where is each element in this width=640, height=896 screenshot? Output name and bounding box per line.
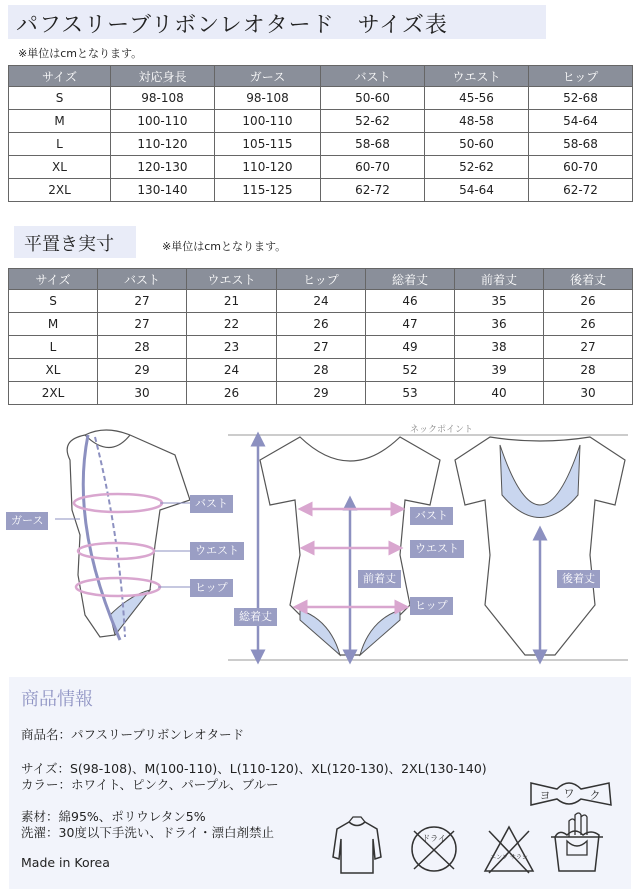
table-cell: 24 — [187, 359, 277, 382]
table-cell: 28 — [98, 336, 187, 359]
table-cell: 21 — [187, 290, 277, 313]
table-row — [9, 336, 633, 359]
table-row — [9, 110, 633, 133]
back-length-label: 後着丈 — [557, 570, 600, 588]
table-cell: 115-125 — [215, 179, 321, 202]
table-cell: 27 — [277, 336, 366, 359]
table-cell: S — [9, 290, 98, 313]
table-cell: 98-108 — [215, 87, 321, 110]
table-cell: 52-62 — [321, 110, 425, 133]
header-cell: ウエスト — [187, 269, 277, 290]
table-cell: 36 — [455, 313, 544, 336]
table-cell: 48-58 — [425, 110, 529, 133]
table-cell: 47 — [366, 313, 455, 336]
table-cell: 98-108 — [111, 87, 215, 110]
table-row — [9, 179, 633, 202]
table-cell: 24 — [277, 290, 366, 313]
neck-point-label: ネックポイント — [410, 425, 474, 435]
table-row — [9, 133, 633, 156]
product-washing: 洗濯：30度以下手洗い、ドライ・漂白剤禁止 — [21, 825, 275, 840]
table-cell: 39 — [455, 359, 544, 382]
table-cell: 29 — [98, 359, 187, 382]
flat-unit-note: ※単位はcmとなります。 — [162, 240, 287, 253]
header-cell: 対応身長 — [111, 66, 215, 87]
page-title: パフスリーブリボンレオタード サイズ表 — [16, 13, 448, 38]
table-cell: 45-56 — [425, 87, 529, 110]
unit-note: ※単位はcmとなります。 — [18, 47, 143, 60]
table-cell: 100-110 — [111, 110, 215, 133]
back-view-leotard — [455, 437, 625, 657]
no-dry-clean-icon — [412, 827, 456, 871]
table-cell: 40 — [455, 382, 544, 405]
size-table — [8, 65, 633, 202]
table-cell: XL — [9, 156, 111, 179]
table-cell: 100-110 — [215, 110, 321, 133]
table-cell: 52-62 — [425, 156, 529, 179]
header-cell: 前着丈 — [455, 269, 544, 290]
table-cell: 110-120 — [111, 133, 215, 156]
product-name: 商品名：パフスリーブリボンレオタード — [21, 727, 245, 742]
product-sizes: サイズ：S(98-108)、M(100-110)、L(110-120)、XL(120-130)、2XL(130-140) — [21, 761, 487, 776]
table-row — [9, 359, 633, 382]
product-material: 素材：綿95%、ポリウレタン5% — [21, 809, 206, 824]
size-table-header — [9, 66, 633, 87]
table-cell: XL — [9, 359, 98, 382]
table-cell: 62-72 — [529, 179, 633, 202]
table-cell: 60-70 — [321, 156, 425, 179]
table-cell: 54-64 — [529, 110, 633, 133]
flat-title: 平置き実寸 — [24, 234, 114, 255]
dry-text: ドライ — [422, 834, 446, 843]
table-cell: 62-72 — [321, 179, 425, 202]
table-cell: 105-115 — [215, 133, 321, 156]
header-cell: 総着丈 — [366, 269, 455, 290]
product-colors: カラー：ホワイト、ピンク、パープル、ブルー — [21, 777, 279, 792]
table-cell: M — [9, 313, 98, 336]
flat-title-bar — [14, 226, 136, 258]
table-cell: 27 — [544, 336, 633, 359]
table-cell: L — [9, 133, 111, 156]
header-cell: サイズ — [9, 66, 111, 87]
shirt-icon — [333, 817, 381, 873]
table-cell: 52-68 — [529, 87, 633, 110]
header-cell: ヒップ — [529, 66, 633, 87]
header-cell: ガース — [215, 66, 321, 87]
table-cell: 130-140 — [111, 179, 215, 202]
table-cell: 58-68 — [529, 133, 633, 156]
side-view-leotard — [55, 430, 190, 640]
table-cell: 23 — [187, 336, 277, 359]
table-cell: 26 — [544, 290, 633, 313]
table-cell: 30 — [98, 382, 187, 405]
table-cell: 28 — [277, 359, 366, 382]
wring-char-3: ク — [589, 790, 601, 802]
table-cell: 26 — [277, 313, 366, 336]
table-cell: 50-60 — [321, 87, 425, 110]
table-cell: 120-130 — [111, 156, 215, 179]
measurement-illustration — [0, 415, 640, 665]
bust-label-front: バスト — [410, 507, 453, 525]
flat-table — [8, 268, 633, 405]
header-cell: サイズ — [9, 269, 98, 290]
leotard-diagram — [0, 415, 640, 665]
table-cell: 53 — [366, 382, 455, 405]
table-cell: 54-64 — [425, 179, 529, 202]
table-row — [9, 313, 633, 336]
header-cell: バスト — [321, 66, 425, 87]
waist-label-front: ウエスト — [410, 540, 464, 558]
wring-char-2: ワ — [563, 788, 575, 800]
girth-label: ガース — [6, 512, 48, 530]
hip-label-front: ヒップ — [410, 597, 453, 615]
table-cell: 26 — [187, 382, 277, 405]
no-bleach-icon — [485, 827, 533, 873]
table-row — [9, 87, 633, 110]
front-length-label: 前着丈 — [358, 570, 401, 588]
table-row — [9, 382, 633, 405]
table-cell: 2XL — [9, 179, 111, 202]
table-cell: S — [9, 87, 111, 110]
table-cell: 29 — [277, 382, 366, 405]
table-cell: 50-60 — [425, 133, 529, 156]
table-cell: 2XL — [9, 382, 98, 405]
table-cell: 60-70 — [529, 156, 633, 179]
waist-label-side: ウエスト — [190, 542, 244, 560]
table-cell: 49 — [366, 336, 455, 359]
bust-label-side: バスト — [190, 495, 233, 513]
table-cell: 27 — [98, 290, 187, 313]
wring-char-1: ヨ — [539, 790, 551, 802]
flat-table-header — [9, 269, 633, 290]
table-cell: 22 — [187, 313, 277, 336]
no-wring-icon — [531, 783, 611, 805]
table-cell: 27 — [98, 313, 187, 336]
header-cell: バスト — [98, 269, 187, 290]
table-cell: L — [9, 336, 98, 359]
table-cell: 28 — [544, 359, 633, 382]
header-cell: 後着丈 — [544, 269, 633, 290]
table-cell: 26 — [544, 313, 633, 336]
total-length-label: 総着丈 — [234, 608, 277, 626]
table-cell: 58-68 — [321, 133, 425, 156]
hand-wash-icon — [551, 813, 603, 871]
table-row — [9, 156, 633, 179]
care-icons — [319, 777, 619, 887]
table-cell: 46 — [366, 290, 455, 313]
bleach-text: エンソ サラシ — [490, 855, 528, 861]
table-cell: M — [9, 110, 111, 133]
header-cell: ウエスト — [425, 66, 529, 87]
product-info-panel — [9, 677, 631, 889]
table-row — [9, 290, 633, 313]
title-bar — [8, 5, 546, 39]
hip-label-side: ヒップ — [190, 579, 233, 597]
product-info-heading: 商品情報 — [21, 689, 93, 710]
table-cell: 35 — [455, 290, 544, 313]
product-origin: Made in Korea — [21, 855, 110, 870]
table-cell: 110-120 — [215, 156, 321, 179]
header-cell: ヒップ — [277, 269, 366, 290]
table-cell: 30 — [544, 382, 633, 405]
table-cell: 52 — [366, 359, 455, 382]
table-cell: 38 — [455, 336, 544, 359]
